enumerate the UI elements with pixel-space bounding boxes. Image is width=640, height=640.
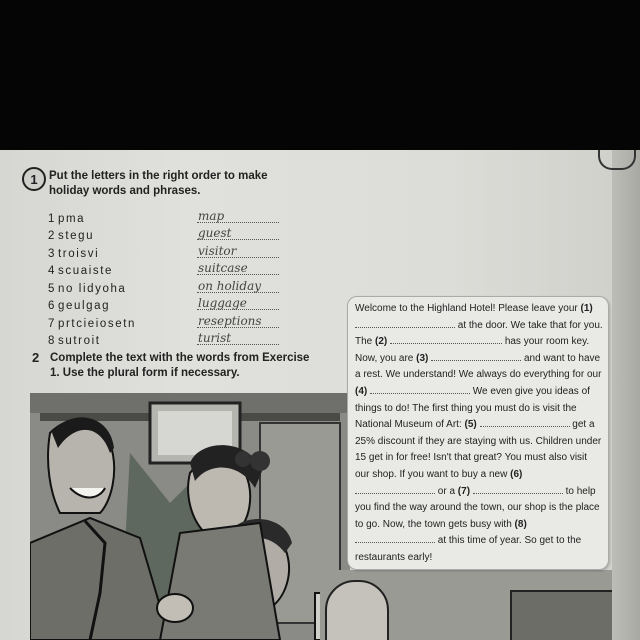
exercise-1-number: 1 — [22, 167, 46, 191]
anagram-list — [48, 207, 288, 347]
handwritten-answer: reseptions — [198, 313, 262, 328]
handwritten-answer: luggage — [198, 296, 247, 310]
anagram-row: 7 prtcieiosetn reseptions — [48, 312, 288, 330]
gap-5[interactable] — [480, 417, 570, 427]
gap-3[interactable] — [431, 351, 521, 361]
answer-line[interactable] — [197, 313, 279, 328]
answer-line[interactable] — [197, 208, 279, 223]
answer-line[interactable] — [197, 260, 279, 275]
handwritten-answer: turist — [198, 331, 232, 345]
anagram-row: 3 troisvi visitor — [48, 242, 288, 260]
page-edge — [612, 150, 640, 640]
handwritten-answer: suitcase — [198, 261, 248, 275]
answer-line[interactable] — [197, 330, 279, 345]
exercise-2-number: 2 — [32, 350, 40, 365]
anagram-row: 1 pma map — [48, 207, 288, 225]
anagram-row: 6 geulgag luggage — [48, 295, 288, 313]
gap-1[interactable] — [355, 318, 455, 328]
handwritten-answer: visitor — [198, 243, 237, 258]
answer-line[interactable] — [197, 243, 279, 258]
anagram-row: 8 sutroit turist — [48, 330, 288, 348]
illustration-lower-right-detail — [325, 580, 389, 640]
gap-4[interactable] — [370, 384, 470, 394]
handwritten-answer: map — [198, 208, 225, 223]
hotel-reception-illustration — [30, 393, 350, 640]
gap-7[interactable] — [473, 484, 563, 494]
answer-line[interactable] — [197, 225, 279, 240]
anagram-row: 5 no lidyoha on holiday — [48, 277, 288, 295]
handwritten-answer: on holiday — [198, 278, 262, 293]
answer-line[interactable] — [197, 278, 279, 293]
gap-6[interactable] — [355, 484, 435, 494]
gap-8[interactable] — [355, 533, 435, 543]
background-top — [0, 0, 640, 150]
illustration-desk — [510, 590, 616, 640]
speech-bubble — [347, 296, 609, 570]
gap-fill-text: Welcome to the Highland Hotel! Please leave your (1) at the door. We take that for you. The (2) has your room key. Now, you are (3) and want to have a rest. We understand! We always do everything for our (4) We even give you ideas of things to do! The first thing you must do is visit the National Museum of Art: (5) get a 25% discount if they are staying with us. Children under 15 get in for free! Isn't that great? You must also visit our shop. If you want to buy a new (6) or a (7) to help you find the way around the town, our shop is the place to go. Now, the town gets busy with (8) at this time of year. So get to the restaurants early! — [355, 303, 603, 563]
exercise-2-instruction: Complete the text with the words from Exercise 1. Use the plural form if necessary. — [50, 352, 310, 379]
anagram-row: 4 scuaiste suitcase — [48, 260, 288, 278]
next-section-badge — [598, 150, 636, 170]
exercise-1-instruction: Put the letters in the right order to make holiday words and phrases. — [49, 170, 268, 197]
handwritten-answer: guest — [198, 226, 232, 240]
answer-line[interactable] — [197, 295, 279, 310]
gap-2[interactable] — [390, 334, 502, 344]
workbook-page — [0, 150, 640, 640]
anagram-row: 2 stegu guest — [48, 225, 288, 243]
